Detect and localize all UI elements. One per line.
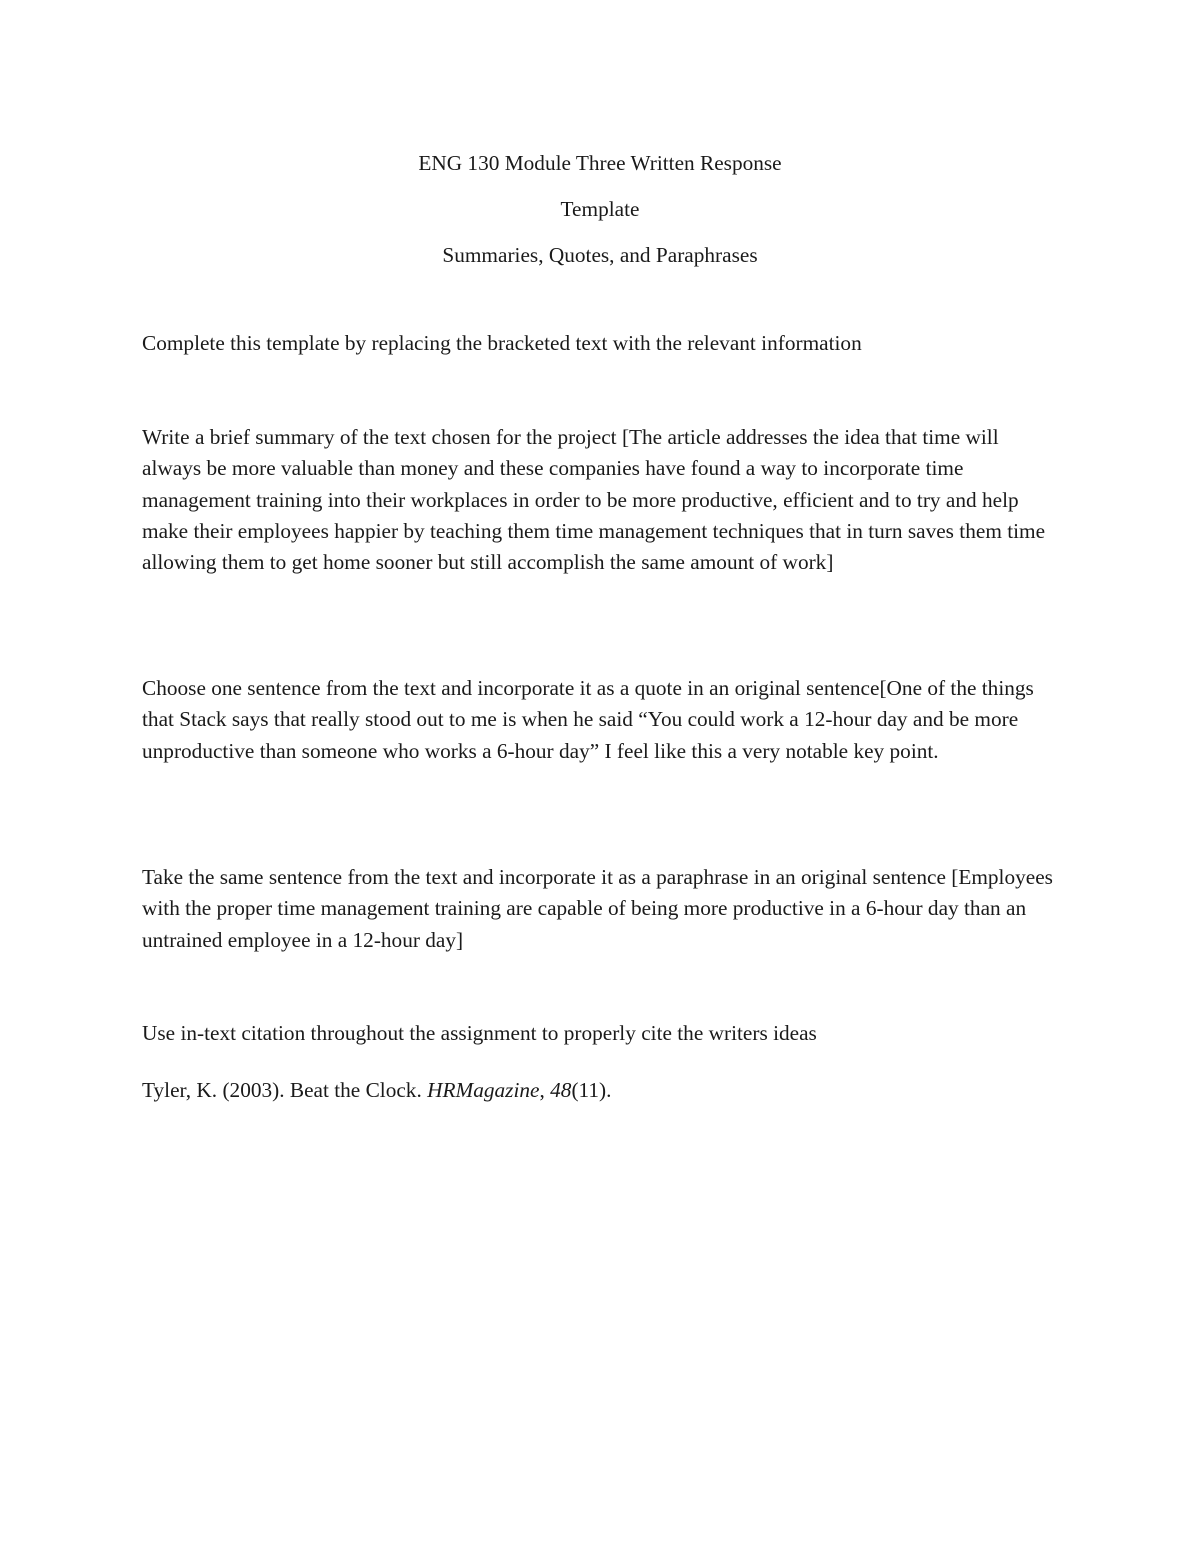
quote-prompt: Choose one sentence from the text and incorporate it as a quote in an original sentence [142, 676, 880, 700]
paraphrase-prompt: Take the same sentence from the text and incorporate it as a paraphrase in an original sentence [142, 865, 946, 889]
summary-response: [The article addresses the idea that time will always be more valuable than money and these companies have found a way to incorporate time management training into their workplaces in order to be more productive, efficient and to try and help make their employees happier by teaching them time management techniques that in turn saves them time allowing them to get home sooner but still accomplish the same amount of work] [142, 425, 1046, 575]
citation-note-text: Use in-text citation throughout the assignment to properly cite the writers ideas [142, 1021, 817, 1045]
document-subtitle: Template [560, 197, 640, 221]
quote-section [142, 673, 1062, 767]
instructions-paragraph [142, 328, 1062, 359]
citation-note-paragraph [142, 1018, 1062, 1049]
reference-entry [142, 1075, 1062, 1106]
reference-journal: HRMagazine [427, 1078, 540, 1102]
paraphrase-response: [Employees with the proper time management training are capable of being more productive in a 6-hour day than an untrained employee in a 12-hour day] [142, 865, 1053, 952]
paraphrase-section [142, 862, 1062, 956]
reference-text [142, 1075, 1062, 1106]
document-topic: Summaries, Quotes, and Paraphrases [442, 243, 758, 267]
quote-response: [One of the things that Stack says that really stood out to me is when he said “You could work a 12-hour day and be more unproductive than someone who works a 6-hour day” I feel like this a very notable key point. [142, 676, 1034, 763]
reference-separator: , [539, 1078, 551, 1102]
document-title: ENG 130 Module Three Written Response [418, 151, 782, 175]
title-block [0, 140, 1200, 278]
quote-paragraph [142, 673, 1062, 767]
instructions-text: Complete this template by replacing the bracketed text with the relevant information [142, 331, 862, 355]
reference-issue: (11). [571, 1078, 612, 1102]
reference-prefix: Tyler, K. (2003). Beat the Clock. [142, 1078, 428, 1102]
paraphrase-paragraph [142, 862, 1062, 956]
reference-volume: 48 [550, 1078, 572, 1102]
summary-section [142, 422, 1062, 578]
summary-prompt: Write a brief summary of the text chosen for the project [142, 425, 617, 449]
summary-paragraph [142, 422, 1062, 578]
